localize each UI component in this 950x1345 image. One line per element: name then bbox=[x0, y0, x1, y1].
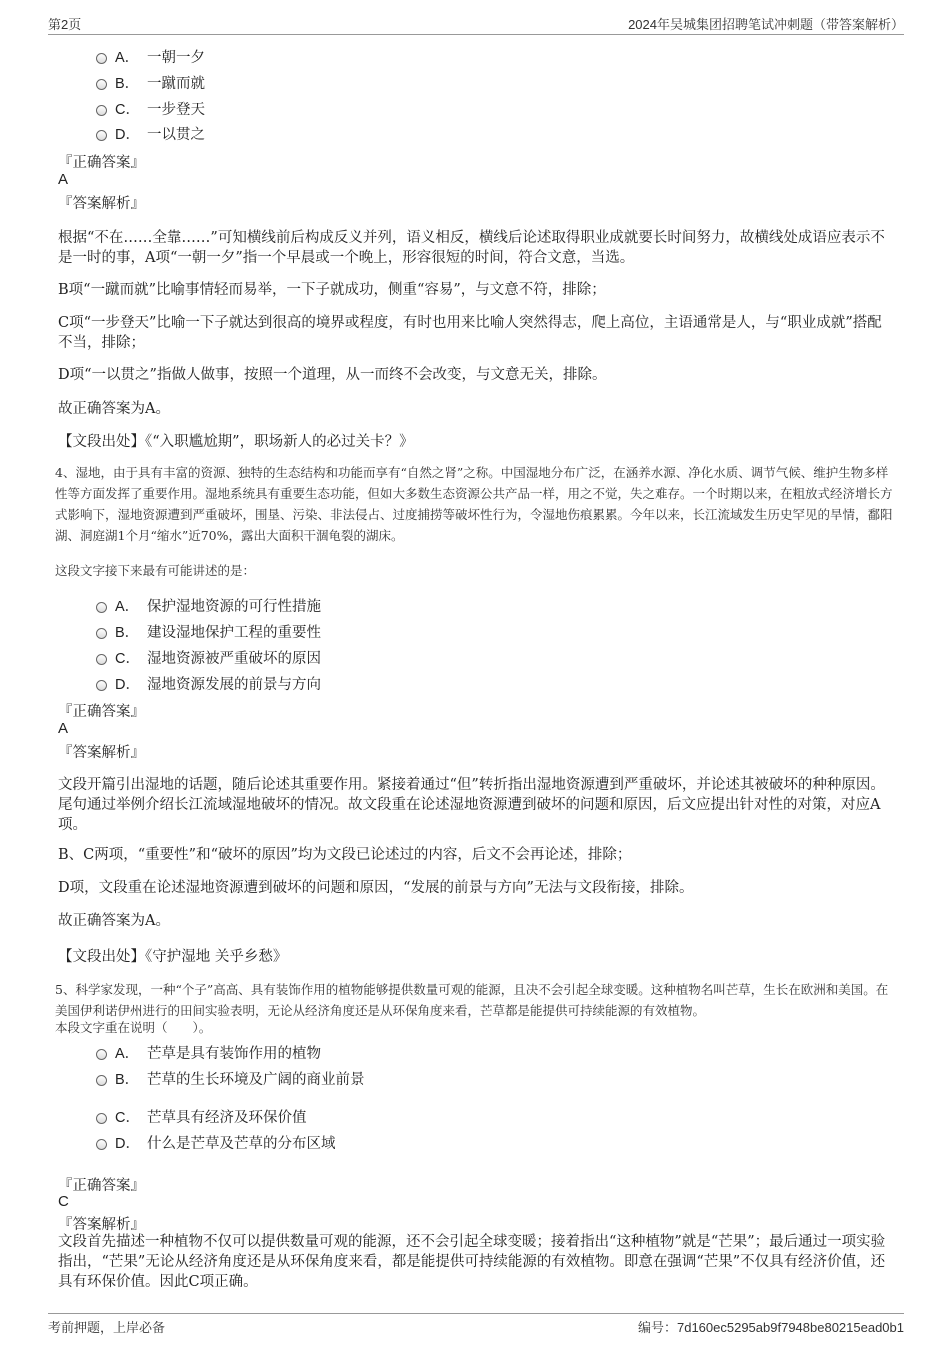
option-text: 湿地资源发展的前景与方向 bbox=[147, 676, 321, 693]
page-footer bbox=[48, 1313, 904, 1336]
source-citation: 【文段出处】《守护湿地 关乎乡愁》 bbox=[58, 949, 288, 965]
option-text: 建设湿地保护工程的重要性 bbox=[147, 624, 321, 641]
analysis-paragraph: B、C两项，“重要性”和“破坏的原因”均为文段已论述过的内容，后文不会再论述，排除； bbox=[58, 847, 632, 863]
question-prompt: 这段文字接下来最有可能讲述的是： bbox=[55, 563, 256, 578]
option-c[interactable]: C． 一步登天 bbox=[96, 97, 205, 119]
analysis-paragraph: D项“一以贯之”指做人做事，按照一个道理，从一而终不会改变，与文意无关，排除。 bbox=[58, 367, 607, 383]
analysis-paragraph: 根据“不在……全靠……”可知横线前后构成反义并列，语义相反，横线后论述取得职业成就要长时间努力，故横线处成语应表示不是一时的事，A项“一朝一夕”指一个早晨或一个晚上，形容很短的时间，符合文意，当选。 bbox=[58, 230, 885, 266]
footer-slogan: 考前押题，上岸必备 bbox=[48, 1321, 166, 1336]
radio-icon[interactable] bbox=[96, 1049, 107, 1060]
page-number: 第2页 bbox=[48, 17, 82, 32]
option-text: 保护湿地资源的可行性措施 bbox=[147, 598, 321, 615]
analysis-paragraph: C项“一步登天”比喻一下子就达到很高的境界或程度，有时也用来比喻人突然得志，爬上高位，主语通常是人，与“职业成就”搭配不当，排除； bbox=[58, 315, 882, 351]
source-citation: 【文段出处】《“入职尴尬期”，职场新人的必过关卡？》 bbox=[58, 434, 414, 450]
analysis-conclusion: 故正确答案为A。 bbox=[58, 913, 170, 929]
answer-label: 『正确答案』 bbox=[58, 1178, 145, 1194]
question-stem: 4、湿地，由于具有丰富的资源、独特的生态结构和功能而享有“自然之肾”之称。中国湿地分布广泛，在涵养水源、净化水质、调节气候、维护生物多样性等方面发挥了重要作用。湿地系统具有重要生态功能，但如大多数生态资源公共产品一样，用之不觉，失之难存。一个时期以来，在粗放式经济增长方式影响下，湿地资源遭到严重破坏，围垦、污染、非法侵占、过度捕捞等破坏性行为，令湿地伤痕累累。今年以来，长江流域发生历史罕见的旱情，鄱阳湖、洞庭湖1个月“缩水”近70%，露出大面积干涸龟裂的湖床。 bbox=[55, 465, 893, 543]
option-text: 一蹴而就 bbox=[147, 75, 205, 92]
option-text: 一朝一夕 bbox=[147, 49, 205, 66]
radio-icon[interactable] bbox=[96, 1075, 107, 1086]
correct-answer: A bbox=[58, 720, 69, 737]
correct-answer: C bbox=[58, 1193, 69, 1210]
radio-icon[interactable] bbox=[96, 105, 107, 116]
option-text: 什么是芒草及芒草的分布区域 bbox=[147, 1135, 336, 1152]
option-a[interactable]: A． 一朝一夕 bbox=[96, 45, 205, 67]
radio-icon[interactable] bbox=[96, 680, 107, 691]
option-text: 芒草具有经济及环保价值 bbox=[147, 1109, 307, 1126]
option-text: 芒草是具有装饰作用的植物 bbox=[147, 1045, 321, 1062]
analysis-paragraph: 文段首先描述一种植物不仅可以提供数量可观的能源，还不会引起全球变暖；接着指出“这种植物”就是“芒果”；最后通过一项实验指出，“芒果”无论从经济角度还是从环保角度来看，都是能提供可持续能源的有效植物。即意在强调“芒果”不仅具有经济价值，还具有环保价值。因此C项正确。 bbox=[58, 1234, 886, 1290]
radio-icon[interactable] bbox=[96, 79, 107, 90]
analysis-conclusion: 故正确答案为A。 bbox=[58, 401, 170, 417]
question-prompt: 本段文字重在说明（ ）。 bbox=[55, 1020, 212, 1035]
option-b[interactable]: B． 芒草的生长环境及广阔的商业前景 bbox=[96, 1067, 365, 1089]
option-d[interactable]: D． 一以贯之 bbox=[96, 122, 205, 144]
option-d[interactable]: D． 湿地资源发展的前景与方向 bbox=[96, 672, 321, 694]
answer-label: 『正确答案』 bbox=[58, 155, 145, 171]
radio-icon[interactable] bbox=[96, 602, 107, 613]
option-text: 湿地资源被严重破坏的原因 bbox=[147, 650, 321, 667]
option-a[interactable]: A． 芒草是具有装饰作用的植物 bbox=[96, 1041, 321, 1063]
answer-label: 『正确答案』 bbox=[58, 704, 145, 720]
analysis-paragraph: B项“一蹴而就”比喻事情轻而易举，一下子就成功，侧重“容易”，与文意不符，排除； bbox=[58, 282, 606, 298]
analysis-paragraph: D项，文段重在论述湿地资源遭到破坏的问题和原因，“发展的前景与方向”无法与文段衔接，排除。 bbox=[58, 880, 694, 896]
option-text: 一以贯之 bbox=[147, 126, 205, 143]
option-b[interactable]: B． 一蹴而就 bbox=[96, 71, 205, 93]
option-text: 芒草的生长环境及广阔的商业前景 bbox=[147, 1071, 365, 1088]
option-d[interactable]: D． 什么是芒草及芒草的分布区域 bbox=[96, 1131, 336, 1153]
option-text: 一步登天 bbox=[147, 101, 205, 118]
page-header bbox=[48, 14, 904, 35]
analysis-label: 『答案解析』 bbox=[58, 196, 145, 212]
question-stem: 5、科学家发现，一种“个子”高高、具有装饰作用的植物能够提供数量可观的能源，且决不会引起全球变暖。这种植物名叫芒草，生长在欧洲和美国。在美国伊利诺伊州进行的田间实验表明，无论从经济角度还是从环保角度来看，芒草都是能提供可持续能源的有效植物。 bbox=[55, 982, 889, 1018]
radio-icon[interactable] bbox=[96, 53, 107, 64]
radio-icon[interactable] bbox=[96, 628, 107, 639]
radio-icon[interactable] bbox=[96, 1139, 107, 1150]
radio-icon[interactable] bbox=[96, 130, 107, 141]
document-id: 编号：7d160ec5295ab9f7948be80215ead0b1 bbox=[637, 1320, 904, 1335]
correct-answer: A bbox=[58, 171, 69, 188]
option-c[interactable]: C． 芒草具有经济及环保价值 bbox=[96, 1105, 307, 1127]
document-title: 2024年吴城集团招聘笔试冲刺题（带答案解析） bbox=[628, 17, 904, 32]
analysis-label: 『答案解析』 bbox=[58, 1217, 145, 1233]
analysis-paragraph: 文段开篇引出湿地的话题，随后论述其重要作用。紧接着通过“但”转折指出湿地资源遭到严重破坏，并论述其被破坏的种种原因。尾句通过举例介绍长江流域湿地破坏的情况。故文段重在论述湿地资源遭到破坏的问题和原因，后文应提出针对性的对策，对应A项。 bbox=[58, 777, 885, 833]
analysis-label: 『答案解析』 bbox=[58, 745, 145, 761]
option-c[interactable]: C． 湿地资源被严重破坏的原因 bbox=[96, 646, 321, 668]
option-a[interactable]: A． 保护湿地资源的可行性措施 bbox=[96, 594, 321, 616]
option-b[interactable]: B． 建设湿地保护工程的重要性 bbox=[96, 620, 321, 642]
radio-icon[interactable] bbox=[96, 654, 107, 665]
radio-icon[interactable] bbox=[96, 1113, 107, 1124]
